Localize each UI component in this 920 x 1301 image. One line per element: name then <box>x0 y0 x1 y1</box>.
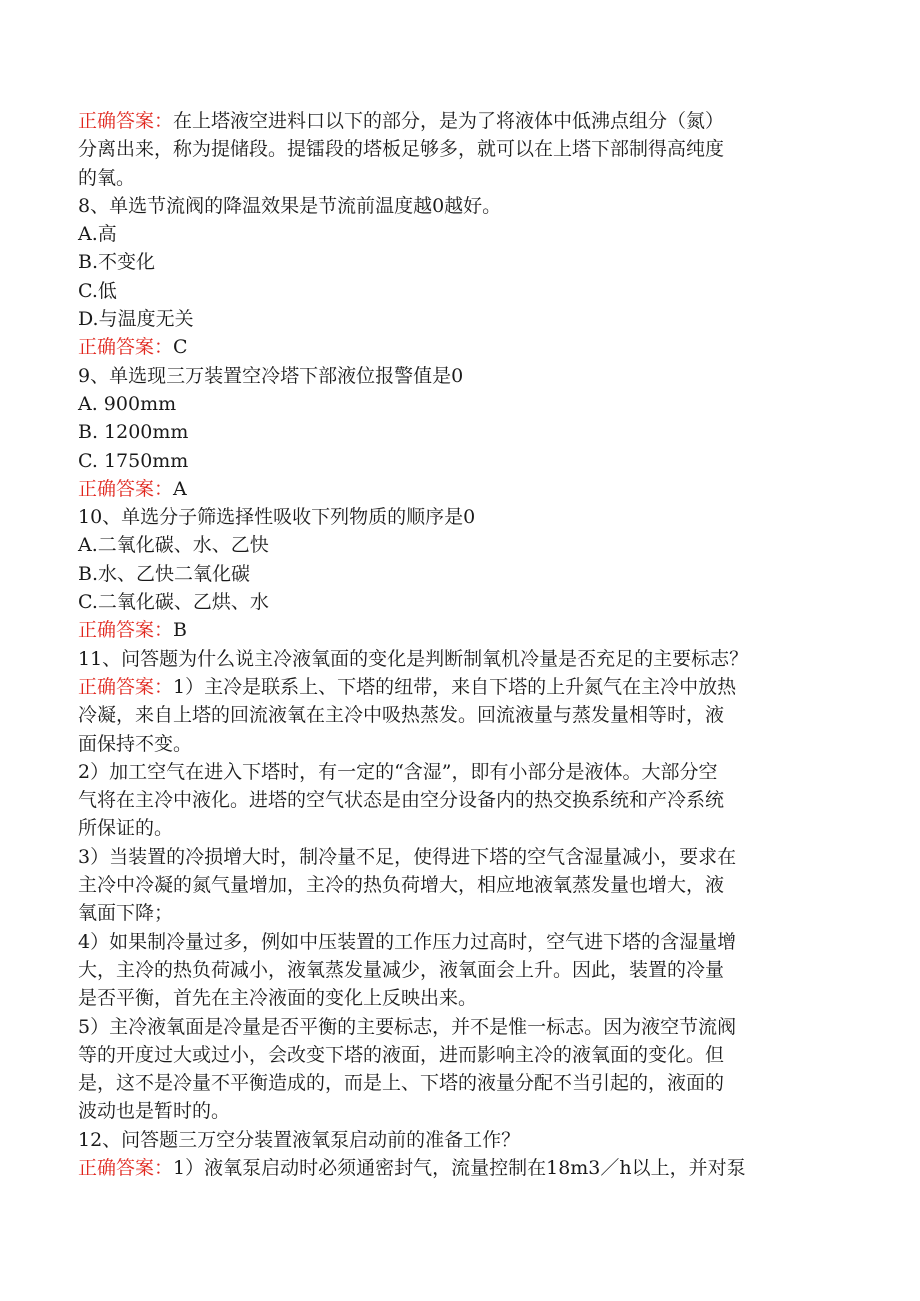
q12-question: 12、问答题三万空分装置液氧泵启动前的准备工作？ <box>78 1128 521 1151</box>
q10-option-b: B.水、乙快二氧化碳 <box>78 562 251 585</box>
q9-option-a: A. 900mm <box>78 392 177 415</box>
q9-option-b: B. 1200mm <box>78 421 189 444</box>
q7-answer-line <box>78 107 838 135</box>
answer-label: 正确答案： <box>78 619 174 642</box>
q8-answer <box>78 333 838 361</box>
q11-answer-line <box>78 673 838 701</box>
q10-option-a: A.二氧化碳、水、乙快 <box>78 534 269 557</box>
answer-label: 正确答案： <box>78 477 174 500</box>
q11-answer-line: 冷凝，来自上塔的回流液氧在主冷中吸热蒸发。回流液量与蒸发量相等时，液 <box>78 704 725 727</box>
document-page <box>78 107 838 1182</box>
q11-answer-line: 主冷中冷凝的氮气量增加，主冷的热负荷增大，相应地液氧蒸发量也增大，液 <box>78 874 725 897</box>
answer-label: 正确答案： <box>78 675 174 698</box>
q11-answer-line: 4）如果制冷量过多，例如中压装置的工作压力过高时，空气进下塔的含湿量增 <box>78 930 737 953</box>
q8-question: 8、单选节流阀的降温效果是节流前温度越0越好。 <box>78 194 502 217</box>
q10-option-c: C.二氧化碳、乙烘、水 <box>78 591 269 614</box>
q7-answer-line: 分离出来，称为提储段。提镭段的塔板足够多，就可以在上塔下部制得高纯度 <box>78 138 725 161</box>
answer-text: 1）液氧泵启动时必须通密封气，流量控制在18m3／h以上，并对泵 <box>173 1156 746 1179</box>
q8-option-a: A.高 <box>78 223 117 246</box>
q8-option-d: D.与温度无关 <box>78 308 194 331</box>
answer-value: C <box>173 336 188 359</box>
q11-question: 11、问答题为什么说主冷液氧面的变化是判断制氧机冷量是否充足的主要标志？ <box>78 647 749 670</box>
q11-answer-line: 气将在主冷中液化。进塔的空气状态是由空分设备内的热交换系统和产冷系统 <box>78 789 725 812</box>
q8-option-b: B.不变化 <box>78 251 156 274</box>
q11-answer-line: 所保证的。 <box>78 817 174 840</box>
q9-answer <box>78 475 838 503</box>
q11-answer-line: 大，主冷的热负荷减小，液氧蒸发量减少，液氧面会上升。因此，装置的冷量 <box>78 958 725 981</box>
answer-label: 正确答案： <box>78 336 174 359</box>
answer-value: B <box>173 619 187 642</box>
q11-answer-line: 面保持不变。 <box>78 732 193 755</box>
q11-answer-line: 等的开度过大或过小，会改变下塔的液面，进而影响主冷的液氧面的变化。但 <box>78 1043 725 1066</box>
q9-question: 9、单选现三万装置空冷塔下部液位报警值是0 <box>78 364 464 387</box>
q7-answer-line: 的氧。 <box>78 166 136 189</box>
q10-question: 10、单选分子筛选择性吸收下列物质的顺序是0 <box>78 506 476 529</box>
q11-answer-line: 3）当装置的冷损增大时，制冷量不足，使得进下塔的空气含湿量减小，要求在 <box>78 845 737 868</box>
q12-answer-line <box>78 1154 838 1182</box>
q11-answer-line: 是否平衡，首先在主冷液面的变化上反映出来。 <box>78 987 478 1010</box>
q11-answer-line: 波动也是暂时的。 <box>78 1100 231 1123</box>
q10-answer <box>78 616 838 644</box>
q9-option-c: C. 1750mm <box>78 449 189 472</box>
answer-label: 正确答案： <box>78 110 174 132</box>
answer-label: 正确答案： <box>78 1156 174 1179</box>
q11-answer-line: 2）加工空气在进入下塔时，有一定的“含湿”，即有小部分是液体。大部分空 <box>78 760 718 783</box>
q8-option-c: C.低 <box>78 279 117 302</box>
answer-text: 在上塔液空进料口以下的部分，是为了将液体中低沸点组分（氮） <box>173 110 725 132</box>
q11-answer-line: 5）主冷液氧面是冷量是否平衡的主要标志，并不是惟一标志。因为液空节流阀 <box>78 1015 737 1038</box>
answer-text: 1）主冷是联系上、下塔的纽带，来自下塔的上升氮气在主冷中放热 <box>173 675 737 698</box>
answer-value: A <box>173 477 187 500</box>
q11-answer-line: 氧面下降； <box>78 902 174 925</box>
q11-answer-line: 是，这不是冷量不平衡造成的，而是上、下塔的液量分配不当引起的，液面的 <box>78 1072 725 1095</box>
